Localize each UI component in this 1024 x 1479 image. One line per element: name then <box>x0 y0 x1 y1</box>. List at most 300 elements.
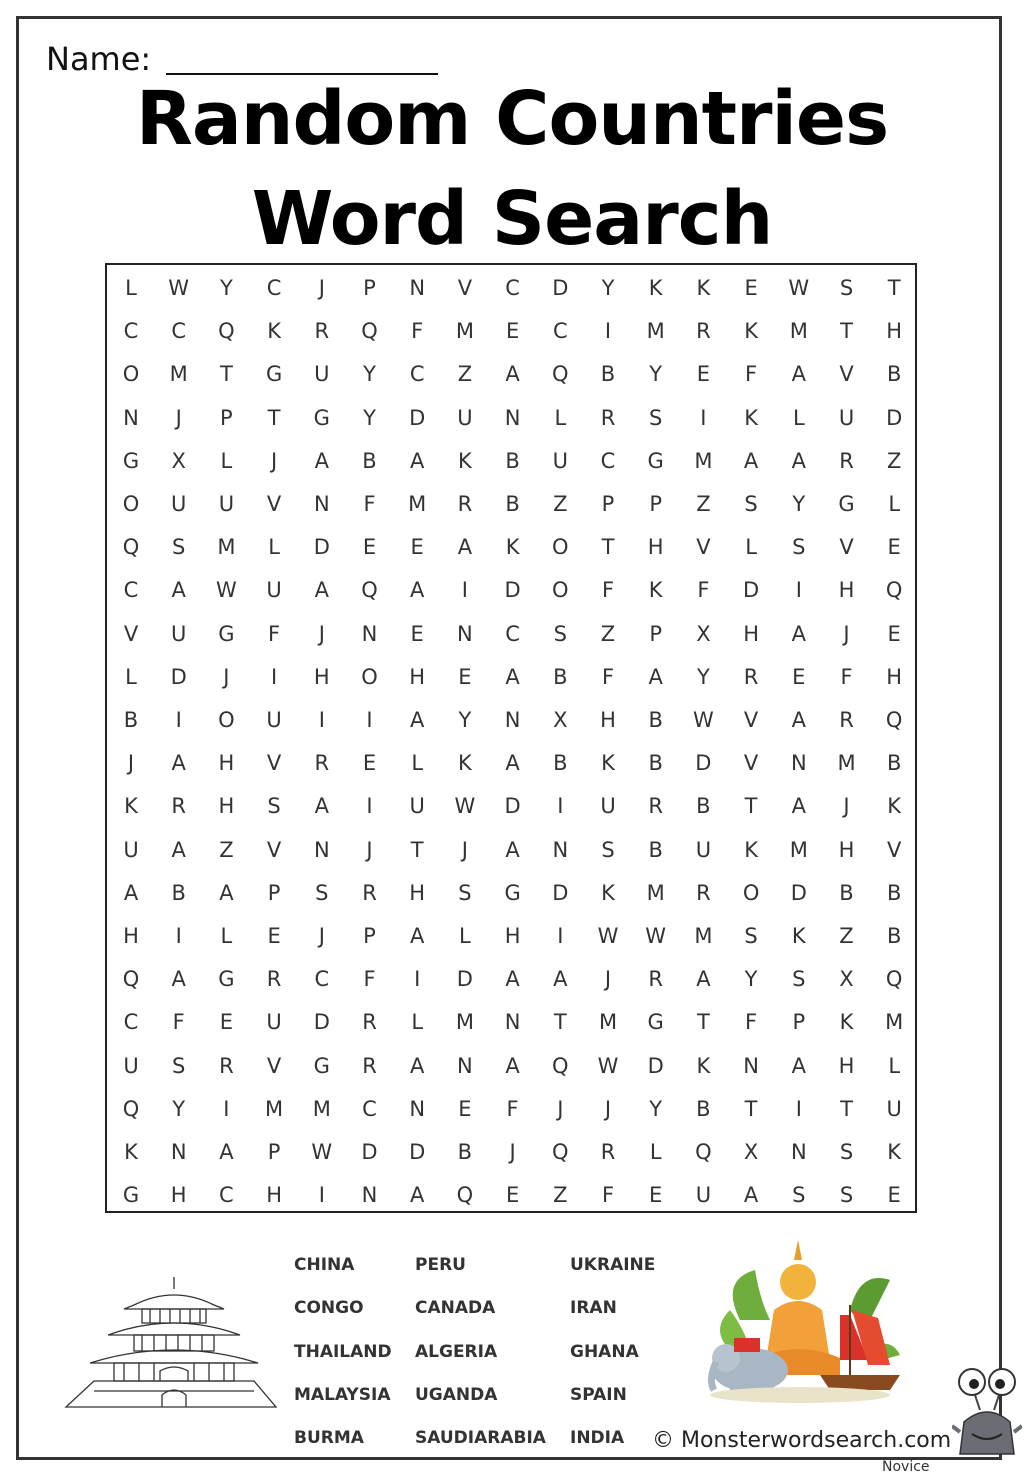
grid-letter[interactable]: X <box>553 708 568 732</box>
grid-letter[interactable]: M <box>598 1010 618 1035</box>
grid-letter[interactable]: S <box>792 1183 806 1208</box>
grid-letter[interactable]: H <box>743 621 759 646</box>
grid-letter[interactable]: B <box>839 880 854 905</box>
grid-letter[interactable]: P <box>649 492 663 516</box>
grid-letter[interactable]: E <box>410 535 424 560</box>
grid-letter[interactable]: A <box>791 1053 806 1078</box>
grid-letter[interactable]: J <box>843 621 850 646</box>
grid-letter[interactable]: S <box>172 535 186 560</box>
grid-letter[interactable]: H <box>838 837 855 862</box>
grid-letter[interactable]: E <box>887 621 901 646</box>
grid-letter[interactable]: M <box>312 1096 331 1121</box>
grid-letter[interactable]: J <box>270 448 278 473</box>
grid-letter[interactable]: Q <box>361 319 378 344</box>
grid-letter[interactable]: G <box>313 405 330 430</box>
grid-letter[interactable]: D <box>409 405 426 430</box>
grid-letter[interactable]: I <box>795 578 802 603</box>
grid-letter[interactable]: V <box>266 837 282 862</box>
grid-letter[interactable]: Q <box>218 319 235 344</box>
grid-letter[interactable]: X <box>171 448 186 473</box>
grid-letter[interactable]: S <box>172 1053 186 1078</box>
grid-letter[interactable]: V <box>266 751 282 776</box>
grid-letter[interactable]: S <box>744 924 758 948</box>
grid-letter[interactable]: L <box>792 405 805 430</box>
grid-letter[interactable]: S <box>744 492 758 516</box>
grid-letter[interactable]: S <box>839 1140 854 1164</box>
grid-letter[interactable]: K <box>124 794 138 819</box>
grid-letter[interactable]: Y <box>792 492 806 516</box>
grid-letter[interactable]: Q <box>552 362 569 387</box>
grid-letter[interactable]: A <box>410 924 425 948</box>
grid-letter[interactable]: T <box>744 794 758 819</box>
grid-letter[interactable]: O <box>361 664 378 689</box>
grid-letter[interactable]: T <box>553 1010 567 1035</box>
grid-letter[interactable]: J <box>318 621 325 646</box>
grid-letter[interactable]: D <box>170 664 187 689</box>
grid-letter[interactable]: P <box>267 1140 281 1164</box>
grid-letter[interactable]: N <box>409 276 426 300</box>
grid-letter[interactable]: R <box>362 1053 377 1078</box>
grid-letter[interactable]: Q <box>552 1053 569 1078</box>
grid-letter[interactable]: K <box>601 751 615 776</box>
grid-letter[interactable]: N <box>504 405 521 430</box>
grid-letter[interactable]: R <box>314 751 330 776</box>
grid-letter[interactable]: M <box>885 1010 904 1035</box>
grid-letter[interactable]: B <box>123 708 139 732</box>
grid-letter[interactable]: V <box>839 535 854 560</box>
grid-letter[interactable]: M <box>646 319 665 344</box>
grid-letter[interactable]: U <box>838 405 855 430</box>
grid-letter[interactable]: X <box>696 621 711 646</box>
grid-letter[interactable]: I <box>175 708 182 732</box>
grid-letter[interactable]: M <box>455 319 474 344</box>
grid-letter[interactable]: Z <box>600 621 616 646</box>
grid-letter[interactable]: U <box>171 492 187 516</box>
grid-letter[interactable]: Y <box>219 276 233 300</box>
grid-letter[interactable]: A <box>219 1140 234 1164</box>
grid-letter[interactable]: H <box>504 924 521 948</box>
grid-letter[interactable]: N <box>790 1140 807 1164</box>
grid-letter[interactable]: T <box>410 837 424 862</box>
grid-letter[interactable]: J <box>223 664 230 689</box>
grid-letter[interactable]: Y <box>458 708 472 732</box>
letter-grid[interactable] <box>105 263 917 1213</box>
grid-letter[interactable]: B <box>171 880 186 905</box>
grid-letter[interactable]: Y <box>649 1096 663 1121</box>
grid-letter[interactable]: I <box>557 924 564 948</box>
grid-letter[interactable]: Y <box>363 362 376 387</box>
grid-letter[interactable]: F <box>601 664 615 689</box>
grid-letter[interactable]: V <box>457 276 473 300</box>
grid-letter[interactable]: W <box>597 924 619 948</box>
grid-letter[interactable]: W <box>597 1053 619 1078</box>
grid-letter[interactable]: E <box>696 362 711 387</box>
grid-letter[interactable]: N <box>313 492 330 516</box>
grid-letter[interactable]: V <box>696 535 711 560</box>
grid-letter[interactable]: H <box>266 1183 282 1208</box>
grid-letter[interactable]: W <box>693 708 714 732</box>
grid-letter[interactable]: S <box>458 880 472 905</box>
grid-letter[interactable]: N <box>743 1053 759 1078</box>
grid-letter[interactable]: C <box>123 1010 139 1035</box>
grid-letter[interactable]: A <box>791 448 806 473</box>
grid-letter[interactable]: L <box>125 276 137 300</box>
grid-letter[interactable]: F <box>697 578 710 603</box>
grid-letter[interactable]: T <box>267 405 281 430</box>
grid-letter[interactable]: A <box>410 708 425 732</box>
grid-letter[interactable]: H <box>218 751 235 776</box>
grid-letter[interactable]: Z <box>553 1183 568 1208</box>
grid-letter[interactable]: F <box>411 319 424 344</box>
grid-letter[interactable]: U <box>600 794 616 819</box>
grid-letter[interactable]: A <box>743 448 759 473</box>
grid-letter[interactable]: B <box>553 751 568 776</box>
grid-letter[interactable]: D <box>743 578 760 603</box>
grid-letter[interactable]: L <box>459 924 471 948</box>
grid-letter[interactable]: A <box>410 578 425 603</box>
grid-letter[interactable]: R <box>362 1010 377 1035</box>
grid-letter[interactable]: Y <box>744 967 758 992</box>
grid-letter[interactable]: R <box>743 664 759 689</box>
grid-letter[interactable]: C <box>171 319 187 344</box>
grid-letter[interactable]: J <box>604 967 612 992</box>
grid-letter[interactable]: D <box>409 1140 426 1164</box>
grid-letter[interactable]: U <box>552 448 568 473</box>
grid-letter[interactable]: I <box>461 578 468 603</box>
grid-letter[interactable]: U <box>314 362 330 387</box>
grid-letter[interactable]: E <box>362 535 377 560</box>
grid-letter[interactable]: A <box>791 621 806 646</box>
grid-letter[interactable]: C <box>219 1183 234 1208</box>
grid-letter[interactable]: G <box>122 1183 140 1208</box>
grid-letter[interactable]: C <box>266 276 282 300</box>
grid-letter[interactable]: B <box>457 1140 473 1164</box>
grid-letter[interactable]: J <box>843 794 850 819</box>
grid-letter[interactable]: R <box>696 319 711 344</box>
grid-letter[interactable]: A <box>457 535 473 560</box>
grid-letter[interactable]: J <box>509 1140 516 1164</box>
grid-letter[interactable]: E <box>410 621 424 646</box>
grid-letter[interactable]: B <box>648 751 663 776</box>
grid-letter[interactable]: C <box>505 621 520 646</box>
grid-letter[interactable]: V <box>266 492 282 516</box>
grid-letter[interactable]: E <box>362 751 377 776</box>
grid-letter[interactable]: R <box>314 319 330 344</box>
grid-letter[interactable]: U <box>695 837 712 862</box>
grid-letter[interactable]: M <box>694 448 713 473</box>
grid-letter[interactable]: H <box>647 535 664 560</box>
grid-letter[interactable]: P <box>267 880 281 905</box>
grid-letter[interactable]: D <box>361 1140 378 1164</box>
grid-letter[interactable]: N <box>457 1053 473 1078</box>
grid-letter[interactable]: D <box>695 751 712 776</box>
grid-letter[interactable]: N <box>504 708 521 732</box>
grid-letter[interactable]: T <box>840 1096 853 1121</box>
grid-letter[interactable]: Q <box>122 1096 140 1121</box>
grid-letter[interactable]: K <box>696 1053 711 1078</box>
grid-letter[interactable]: C <box>362 1096 377 1121</box>
grid-letter[interactable]: P <box>363 924 376 948</box>
grid-letter[interactable]: A <box>696 967 711 992</box>
grid-letter[interactable]: T <box>840 319 853 344</box>
grid-letter[interactable]: Q <box>885 708 903 732</box>
grid-letter[interactable]: D <box>313 535 330 560</box>
grid-letter[interactable]: W <box>645 924 667 948</box>
grid-letter[interactable]: L <box>649 1140 662 1164</box>
grid-letter[interactable]: F <box>268 621 281 646</box>
grid-letter[interactable]: W <box>311 1140 333 1164</box>
grid-letter[interactable]: Z <box>553 492 568 516</box>
grid-letter[interactable]: R <box>839 708 854 732</box>
grid-letter[interactable]: P <box>220 405 233 430</box>
grid-letter[interactable]: M <box>837 751 856 776</box>
grid-letter[interactable]: V <box>839 362 854 387</box>
grid-letter[interactable]: K <box>887 794 902 819</box>
grid-letter[interactable]: Z <box>457 362 473 387</box>
grid-letter[interactable]: A <box>314 448 329 473</box>
grid-letter[interactable]: Q <box>885 967 903 992</box>
grid-letter[interactable]: B <box>553 664 568 689</box>
grid-letter[interactable]: C <box>123 319 139 344</box>
grid-letter[interactable]: N <box>313 837 330 862</box>
grid-letter[interactable]: F <box>363 967 376 992</box>
grid-letter[interactable]: D <box>504 794 521 819</box>
grid-letter[interactable]: A <box>505 362 520 387</box>
grid-letter[interactable]: I <box>795 1096 802 1121</box>
grid-letter[interactable]: K <box>744 405 758 430</box>
grid-letter[interactable]: A <box>314 578 329 603</box>
grid-letter[interactable]: E <box>458 664 472 689</box>
grid-letter[interactable]: M <box>646 880 665 905</box>
grid-letter[interactable]: Q <box>695 1140 712 1164</box>
grid-letter[interactable]: I <box>223 1096 230 1121</box>
grid-letter[interactable]: C <box>314 967 330 992</box>
grid-letter[interactable]: R <box>266 967 282 992</box>
grid-letter[interactable]: E <box>505 1183 520 1208</box>
grid-letter[interactable]: H <box>409 880 426 905</box>
grid-letter[interactable]: R <box>600 405 616 430</box>
grid-letter[interactable]: Y <box>601 276 615 300</box>
grid-letter[interactable]: S <box>315 880 329 905</box>
grid-letter[interactable]: U <box>886 1096 902 1121</box>
grid-letter[interactable]: E <box>458 1096 472 1121</box>
grid-letter[interactable]: G <box>647 1010 664 1035</box>
grid-letter[interactable]: E <box>649 1183 663 1208</box>
grid-letter[interactable]: L <box>888 1053 901 1078</box>
grid-letter[interactable]: U <box>171 621 187 646</box>
grid-letter[interactable]: M <box>217 535 236 560</box>
grid-letter[interactable]: N <box>504 1010 521 1035</box>
grid-letter[interactable]: S <box>553 621 567 646</box>
grid-letter[interactable]: A <box>743 1183 759 1208</box>
grid-letter[interactable]: I <box>318 708 325 732</box>
grid-letter[interactable]: B <box>696 1096 711 1121</box>
grid-letter[interactable]: N <box>123 405 139 430</box>
grid-letter[interactable]: I <box>366 708 373 732</box>
grid-letter[interactable]: A <box>505 837 520 862</box>
grid-letter[interactable]: J <box>461 837 468 862</box>
grid-letter[interactable]: N <box>552 837 569 862</box>
grid-letter[interactable]: K <box>648 276 663 300</box>
grid-letter[interactable]: S <box>839 1183 854 1208</box>
grid-letter[interactable]: L <box>745 535 757 560</box>
grid-letter[interactable]: S <box>792 535 806 560</box>
grid-letter[interactable]: K <box>887 1140 902 1164</box>
grid-letter[interactable]: U <box>123 837 139 862</box>
grid-letter[interactable]: E <box>887 535 901 560</box>
grid-letter[interactable]: X <box>743 1140 759 1164</box>
grid-letter[interactable]: S <box>601 837 615 862</box>
grid-letter[interactable]: Y <box>172 1096 186 1121</box>
grid-letter[interactable]: J <box>318 924 325 948</box>
grid-letter[interactable]: D <box>552 880 569 905</box>
grid-letter[interactable]: I <box>700 405 707 430</box>
grid-letter[interactable]: J <box>127 751 135 776</box>
grid-letter[interactable]: W <box>216 578 237 603</box>
grid-letter[interactable]: V <box>123 621 139 646</box>
grid-letter[interactable]: B <box>505 448 520 473</box>
grid-letter[interactable]: Z <box>839 924 854 948</box>
grid-letter[interactable]: H <box>600 708 616 732</box>
grid-letter[interactable]: A <box>791 362 806 387</box>
grid-letter[interactable]: S <box>649 405 663 430</box>
grid-letter[interactable]: A <box>505 1053 520 1078</box>
grid-letter[interactable]: I <box>604 319 612 344</box>
grid-letter[interactable]: K <box>458 448 472 473</box>
grid-letter[interactable]: K <box>744 319 758 344</box>
grid-letter[interactable]: H <box>838 1053 855 1078</box>
grid-letter[interactable]: J <box>175 405 182 430</box>
grid-letter[interactable]: H <box>886 319 903 344</box>
grid-letter[interactable]: B <box>362 448 377 473</box>
grid-letter[interactable]: K <box>505 535 520 560</box>
grid-letter[interactable]: L <box>220 924 233 948</box>
grid-letter[interactable]: I <box>557 794 564 819</box>
grid-letter[interactable]: B <box>648 837 663 862</box>
grid-letter[interactable]: E <box>744 276 758 300</box>
grid-letter[interactable]: G <box>218 967 235 992</box>
grid-letter[interactable]: W <box>788 276 810 300</box>
grid-letter[interactable]: O <box>122 362 140 387</box>
grid-letter[interactable]: R <box>648 794 663 819</box>
grid-letter[interactable]: H <box>218 794 235 819</box>
grid-letter[interactable]: H <box>886 664 903 689</box>
grid-letter[interactable]: F <box>363 492 376 516</box>
grid-letter[interactable]: N <box>361 621 378 646</box>
grid-letter[interactable]: F <box>745 1010 758 1035</box>
grid-letter[interactable]: G <box>647 448 664 473</box>
grid-letter[interactable]: A <box>410 1183 425 1208</box>
grid-letter[interactable]: Q <box>552 1140 569 1164</box>
grid-letter[interactable]: U <box>409 794 425 819</box>
grid-letter[interactable]: E <box>792 664 806 689</box>
grid-letter[interactable]: A <box>171 967 186 992</box>
grid-letter[interactable]: G <box>218 621 235 646</box>
grid-letter[interactable]: B <box>648 708 663 732</box>
grid-letter[interactable]: B <box>600 362 616 387</box>
grid-letter[interactable]: V <box>887 837 902 862</box>
grid-letter[interactable]: K <box>696 276 711 300</box>
grid-letter[interactable]: Y <box>649 362 663 387</box>
grid-letter[interactable]: Y <box>696 664 710 689</box>
grid-letter[interactable]: F <box>172 1010 185 1035</box>
grid-letter[interactable]: R <box>839 448 854 473</box>
grid-letter[interactable]: H <box>838 578 855 603</box>
grid-letter[interactable]: D <box>504 578 521 603</box>
grid-letter[interactable]: A <box>171 578 186 603</box>
grid-letter[interactable]: T <box>219 362 233 387</box>
grid-letter[interactable]: M <box>694 924 713 948</box>
grid-letter[interactable]: C <box>409 362 425 387</box>
grid-letter[interactable]: R <box>362 880 377 905</box>
grid-letter[interactable]: M <box>789 319 808 344</box>
grid-letter[interactable]: P <box>792 1010 806 1035</box>
grid-letter[interactable]: I <box>366 794 373 819</box>
grid-letter[interactable]: G <box>122 448 140 473</box>
grid-letter[interactable]: K <box>744 837 758 862</box>
name-field-line[interactable] <box>166 73 438 75</box>
grid-letter[interactable]: R <box>171 794 186 819</box>
grid-letter[interactable]: A <box>171 837 186 862</box>
grid-letter[interactable]: K <box>267 319 281 344</box>
grid-letter[interactable]: O <box>742 880 760 905</box>
grid-letter[interactable]: J <box>557 1096 564 1121</box>
grid-letter[interactable]: B <box>505 492 520 516</box>
grid-letter[interactable]: N <box>170 1140 187 1164</box>
grid-letter[interactable]: B <box>886 362 902 387</box>
grid-letter[interactable]: R <box>648 967 663 992</box>
grid-letter[interactable]: R <box>600 1140 616 1164</box>
grid-letter[interactable]: C <box>505 276 520 300</box>
grid-letter[interactable]: A <box>791 708 806 732</box>
grid-letter[interactable]: U <box>266 578 282 603</box>
grid-letter[interactable]: K <box>648 578 663 603</box>
grid-letter[interactable]: A <box>505 967 520 992</box>
grid-letter[interactable]: O <box>552 578 569 603</box>
grid-letter[interactable]: D <box>552 276 569 300</box>
grid-letter[interactable]: W <box>454 794 476 819</box>
grid-letter[interactable]: Q <box>122 967 140 992</box>
grid-letter[interactable]: M <box>789 837 808 862</box>
grid-letter[interactable]: B <box>886 751 902 776</box>
grid-letter[interactable]: Z <box>696 492 711 516</box>
grid-letter[interactable]: B <box>886 924 902 948</box>
grid-letter[interactable]: M <box>455 1010 474 1035</box>
grid-letter[interactable]: U <box>695 1183 712 1208</box>
grid-letter[interactable]: R <box>696 880 711 905</box>
grid-letter[interactable]: I <box>318 1183 325 1208</box>
grid-letter[interactable]: B <box>886 880 902 905</box>
grid-letter[interactable]: D <box>456 967 473 992</box>
grid-letter[interactable]: V <box>743 751 759 776</box>
grid-letter[interactable]: M <box>169 362 188 387</box>
grid-letter[interactable]: A <box>791 794 806 819</box>
grid-letter[interactable]: F <box>745 362 758 387</box>
grid-letter[interactable]: A <box>505 751 520 776</box>
grid-letter[interactable]: Y <box>363 405 376 430</box>
grid-letter[interactable]: P <box>601 492 615 516</box>
grid-letter[interactable]: E <box>887 1183 901 1208</box>
grid-letter[interactable]: P <box>649 621 663 646</box>
grid-letter[interactable]: K <box>839 1010 854 1035</box>
grid-letter[interactable]: V <box>266 1053 282 1078</box>
grid-letter[interactable]: Z <box>219 837 234 862</box>
grid-letter[interactable]: A <box>171 751 186 776</box>
grid-letter[interactable]: J <box>366 837 373 862</box>
grid-letter[interactable]: L <box>888 492 901 516</box>
grid-letter[interactable]: A <box>314 794 329 819</box>
grid-letter[interactable]: T <box>696 1010 710 1035</box>
